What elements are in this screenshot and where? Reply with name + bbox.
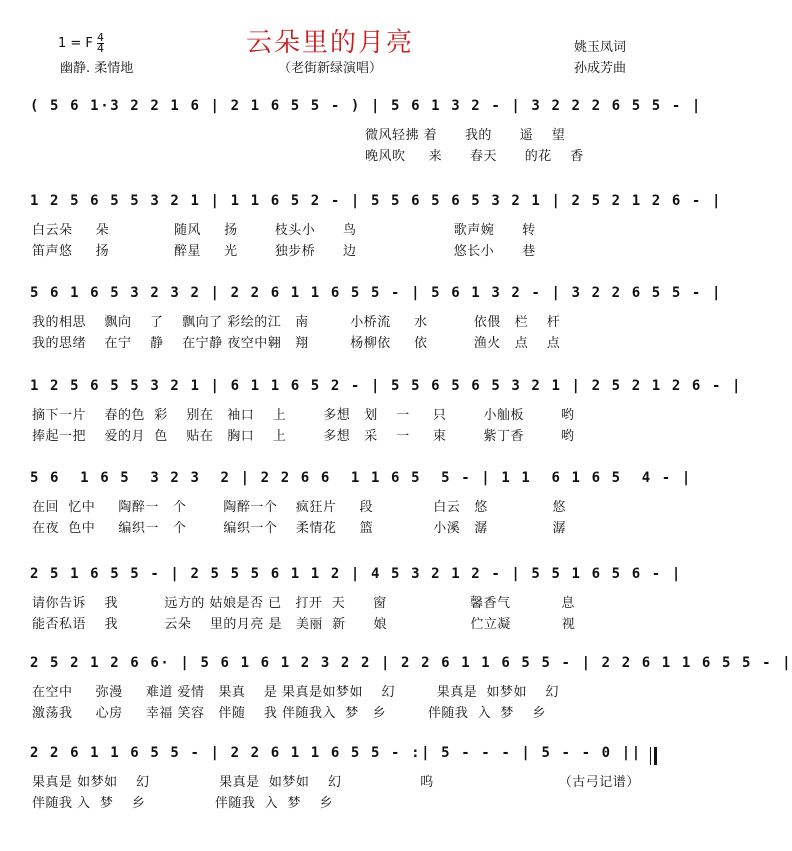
score-row-1 xyxy=(0,98,702,178)
score-row-5 xyxy=(0,470,692,550)
notation-line: 2 5 1 6 5 5 - | 2 5 5 5 6 1 1 2 | 4 5 3 2 1 2 - | 5 5 1 6 5 6 - | xyxy=(30,566,682,582)
lyric-line-2: 能否私语 我 云朵 里的月亮 是 美丽 新 娘 伫立凝 视 xyxy=(32,617,576,632)
notation-line: 1 2 5 6 5 5 3 2 1 | 6 1 1 6 5 2 - | 5 5 6 5 6 5 3 2 1 | 2 5 2 1 2 6 - | xyxy=(30,378,743,394)
score-row-6 xyxy=(0,566,692,646)
lyric-line-2: 激荡我 心房 幸福 笑容 伴随 我 伴随我入 梦 乡 伴随我 入 梦 乡 xyxy=(32,706,546,721)
score-row-7 xyxy=(0,655,792,735)
lyric-line-1: 微风轻拂 着 我的 遥 望 xyxy=(365,128,566,143)
notation-line: 2 5 2 1 2 6 6· | 5 6 1 6 1 2 3 2 2 | 2 2 6 1 1 6 5 5 - | 2 2 6 1 1 6 5 5 - | xyxy=(30,655,792,671)
score-row-3 xyxy=(0,285,722,365)
notation-line: 5 6 1 6 5 3 2 3 2 | 2 2 6 1 1 6 5 5 - | 5 6 1 3 2 - | 3 2 2 6 5 5 - | xyxy=(30,285,722,301)
tempo-marking: 幽静. 柔情地 xyxy=(60,61,134,76)
lyric-line-1: 在空中 弥漫 难道 爱情 果真 是 果真是如梦如 幻 果真是 如梦如 幻 xyxy=(32,685,560,700)
notation-line: ( 5 6 1·3 2 2 1 6 | 2 1 6 5 5 - ) | 5 6 1 3 2 - | 3 2 2 2 6 5 5 - | xyxy=(30,98,702,114)
song-title: 云朵里的月亮 xyxy=(246,28,415,58)
key-text: 1 = F xyxy=(58,36,93,51)
score-row-4 xyxy=(0,378,743,458)
lyric-line-1: 白云朵 朵 随风 扬 枝头小 鸟 歌声婉 转 xyxy=(32,223,536,238)
composer: 孙成芳曲 xyxy=(574,61,627,76)
notation-line: 5 6 1 6 5 3 2 3 2 | 2 2 6 6 1 1 6 5 5 - | 1 1 6 1 6 5 4 - | xyxy=(30,470,692,486)
lyric-line-1: 果真是 如梦如 幻 果真是 如梦如 幻 呜 （古弓记谱） xyxy=(32,775,640,790)
lyricist: 姚玉凤词 xyxy=(574,40,627,55)
key-signature xyxy=(58,33,104,54)
time-top: 4 xyxy=(97,31,105,44)
score-row-8 xyxy=(0,745,692,825)
lyric-line-2: 伴随我 入 梦 乡 伴随我 入 梦 乡 xyxy=(32,796,333,811)
lyric-line-2: 晚风吹 来 春天 的花 香 xyxy=(365,149,584,164)
lyric-line-1: 我的相思 飘向 了 飘向了 彩绘的江 南 小桥流 水 依偎 栏 杆 xyxy=(32,315,561,330)
singer-credit: （老街新绿演唱） xyxy=(278,61,383,76)
final-barline-thick xyxy=(654,747,657,765)
lyric-line-2: 捧起一把 爱的月 色 贴在 胸口 上 多想 采 一 束 紫丁香 哟 xyxy=(32,429,575,444)
lyric-line-2: 我的思绪 在宁 静 在宁静 夜空中翱 翔 杨柳依 依 渔火 点 点 xyxy=(32,336,561,351)
lyric-line-2: 笛声悠 扬 醉星 光 独步桥 边 悠长小 巷 xyxy=(32,244,536,259)
final-barline-thin xyxy=(650,747,651,765)
lyric-line-1: 摘下一片 春的色 彩 别在 袖口 上 多想 划 一 只 小舢板 哟 xyxy=(32,408,575,423)
lyric-line-2: 在夜 色中 编织一 个 编织一个 柔情花 篮 小溪 潺 潺 xyxy=(32,521,567,536)
notation-line: 1 2 5 6 5 5 3 2 1 | 1 1 6 5 2 - | 5 5 6 5 6 5 3 2 1 | 2 5 2 1 2 6 - | xyxy=(30,193,722,209)
time-signature xyxy=(97,33,104,54)
lyric-line-1: 请你告诉 我 远方的 姑娘是否 已 打开 天 窗 馨香气 息 xyxy=(32,596,575,611)
lyric-line-1: 在回 忆中 陶醉一 个 陶醉一个 疯狂片 段 白云 悠 悠 xyxy=(32,500,567,515)
score-row-2 xyxy=(0,193,722,273)
notation-line: 2 2 6 1 1 6 5 5 - | 2 2 6 1 1 6 5 5 - :| 5 - - - | 5 - - 0 || xyxy=(30,745,642,761)
time-bottom: 4 xyxy=(97,42,105,55)
